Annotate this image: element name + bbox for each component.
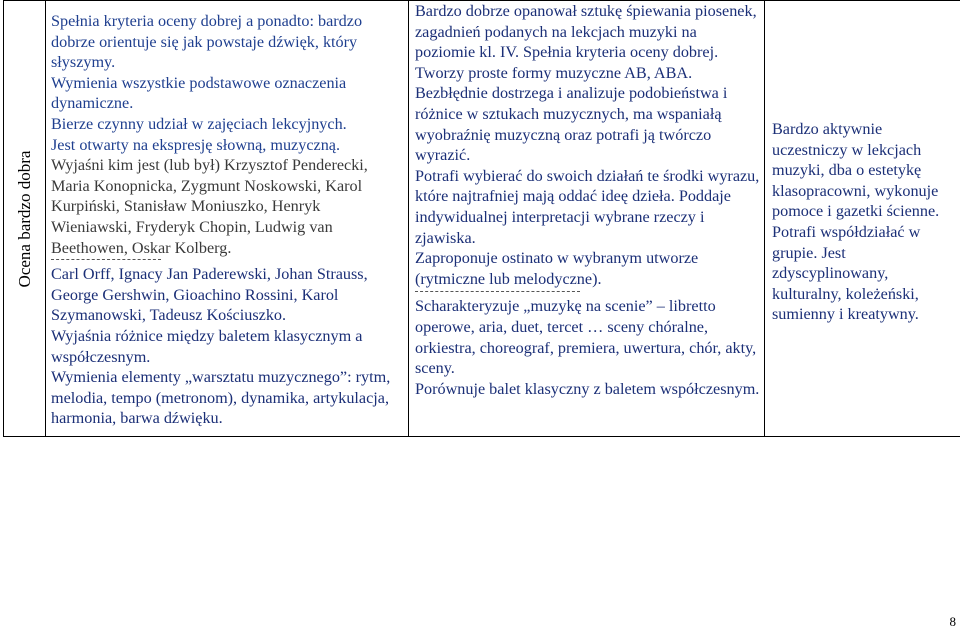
attitude-criteria-cell [765,1,960,437]
criteria-text: Wyjaśnia różnice między baletem klasycznym a współczesnym. [51,326,363,366]
criteria-text: Scharakteryzuje „muzykę na scenie” – libretto operowe, aria, duet, tercet … sceny chóralne, orkiestra, choreograf, premiera, uwertura, chór, akty, sceny. [415,297,757,378]
page-number: 8 [949,614,956,629]
criteria-text: Spełnia kryteria oceny dobrej a ponadto: bardzo dobrze orientuje się jak powstaje dźwięk, który słyszymy. [51,12,363,72]
criteria-text: Wymienia wszystkie podstawowe oznaczenia dynamiczne. [51,73,347,113]
dashed-separator [51,259,161,260]
knowledge-criteria-cell [46,1,409,437]
criteria-text: Porównuje balet klasyczny z baletem współczesnym. [415,379,760,398]
grading-criteria-table [3,0,960,437]
criteria-text: Zaproponuje ostinato w wybranym utworze (rytmiczne lub melodyczne). [415,249,699,288]
dashed-separator [415,291,580,292]
criteria-text: Wymienia elementy „warsztatu muzycznego”: rytm, melodia, tempo (metronom), dynamika, artykulacja, harmonia, barwa dźwięku. [51,368,391,428]
table-row [4,1,960,437]
criteria-text: Bardzo aktywnie uczestniczy w lekcjach muzyki, dba o estetykę klasopracowni, wykonuje pomoce i gazetki ścienne. Potrafi współdziałać w grupie. Jest zdyscyplinowany, kulturalny, koleżeński, sumienny i kreatywny. [772,120,940,324]
criteria-text: Jest otwarty na ekspresję słowną, muzyczną. [51,135,341,154]
criteria-text: Potrafi wybierać do swoich działań te środki wyrazu, które najtrafniej mają oddać ideę dzieła. Poddaje indywidualnej interpretacji wybrane rzeczy i zjawiska. [415,166,760,247]
criteria-text: Tworzy proste formy muzyczne AB, ABA. [415,63,693,82]
grade-label: Ocena bardzo dobra [14,150,34,287]
criteria-text: Bardzo dobrze opanował sztukę śpiewania piosenek, zagadnień podanych na lekcjach muzyki na poziomie kl. IV. Spełnia kryteria oceny dobrej. [415,2,757,62]
skills-criteria-cell [409,1,765,437]
criteria-text: Bierze czynny udział w zajęciach lekcyjnych. [51,114,347,133]
criteria-text: Carl Orff, Ignacy Jan Paderewski, Johan Strauss, George Gershwin, Gioachino Rossini, Karol Szymanowski, Tadeusz Kościuszko. [51,265,368,325]
criteria-text: Bezbłędnie dostrzega i analizuje podobieństwa i różnice w sztukach muzycznych, ma wspaniałą wyobraźnię muzyczną oraz potrafi ją twórczo wyrazić. [415,84,728,165]
grade-label-cell [4,1,46,437]
composers-text: Wyjaśni kim jest (lub był) Krzysztof Penderecki, Maria Konopnicka, Zygmunt Noskowski, Karol Kurpiński, Stanisław Moniuszko, Henryk Wieniawski, Fryderyk Chopin, Ludwig van Beethowen, Oskar Kolberg. [51,156,368,257]
